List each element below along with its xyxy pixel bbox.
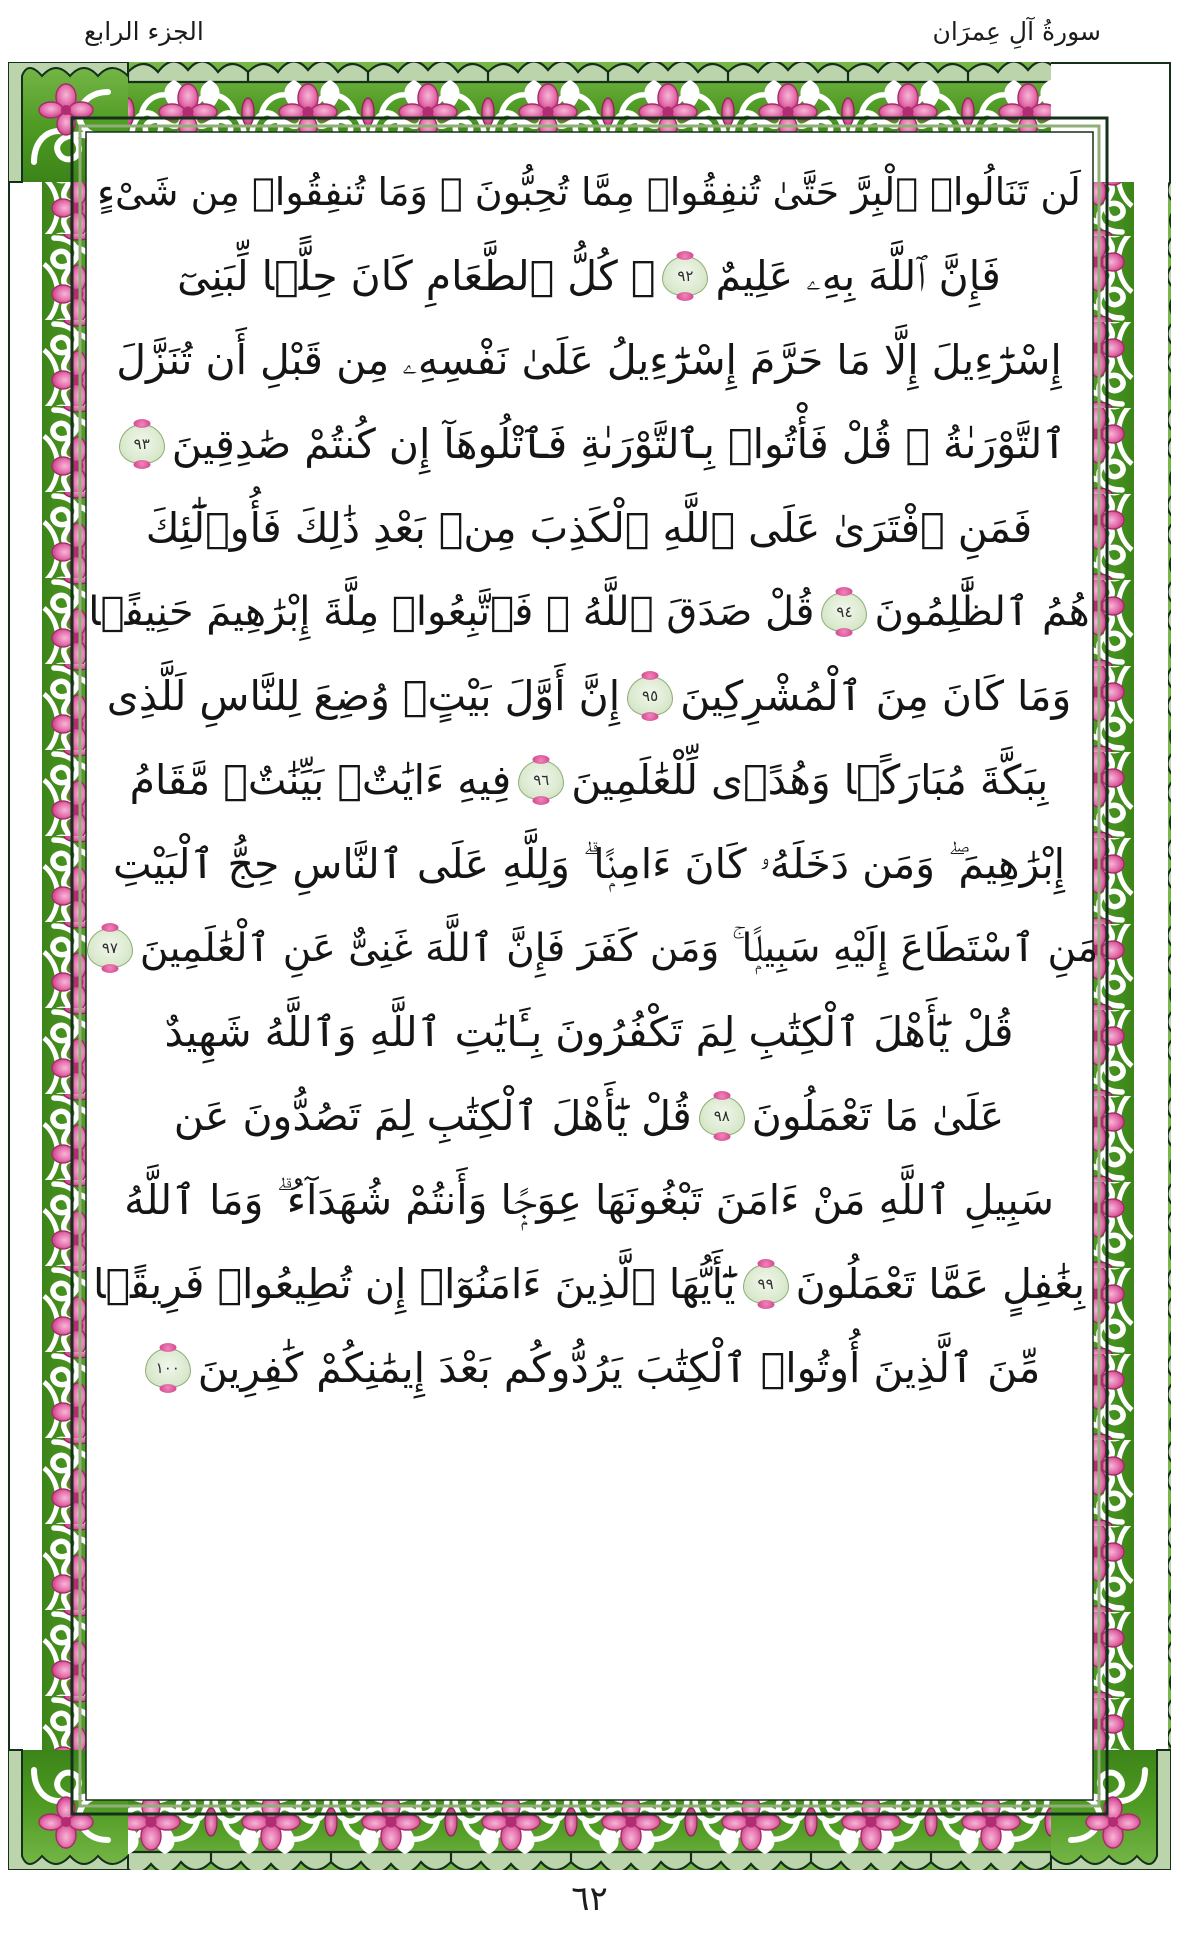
quran-text-run: مَنِ ٱسْتَطَاعَ إِلَيْهِ سَبِيلًۭا ۚ وَمَن كَفَرَ فَإِنَّ ٱللَّهَ غَنِىٌّ عَنِ ٱلْعَٰلَمِينَ: [139, 925, 1099, 971]
quran-line: [86, 822, 1092, 906]
quran-text-run: عَلَىٰ مَا تَعْمَلُونَ: [751, 1091, 1005, 1140]
ayah-marker-petal-top: [642, 671, 659, 680]
quran-text-run: إِبْرَٰهِيمَ ۖ وَمَن دَخَلَهُۥ كَانَ ءَامِنًۭا ۗ وَلِلَّهِ عَلَى ٱلنَّاسِ حِجُّ ٱلْبَيْتِ: [112, 839, 1066, 888]
quran-text-run: سَبِيلِ ٱللَّهِ مَنْ ءَامَنَ تَبْغُونَهَا عِوَجًۭا وَأَنتُمْ شُهَدَآءُ ۗ وَمَا ٱللَّهُ: [124, 1175, 1054, 1224]
ayah-marker-number: ١٠٠: [155, 1358, 180, 1377]
ayah-marker-number: ٩٨: [713, 1106, 730, 1125]
quran-text-run: لَن تَنَالُوا۟ ٱلْبِرَّ حَتَّىٰ تُنفِقُوا۟ مِمَّا تُحِبُّونَ ۚ وَمَا تُنفِقُوا۟ مِن شَىْءٍ: [97, 170, 1081, 214]
ayah-number-marker: [518, 760, 564, 800]
quran-text-run: ۞ كُلُّ ٱلطَّعَامِ كَانَ حِلًّۭا لِّبَنِىٓ: [177, 251, 656, 300]
quran-text-run: فَإِنَّ ٱللَّهَ بِهِۦ عَلِيمٌ: [715, 251, 1001, 300]
quran-text-run: قُلْ صَدَقَ ٱللَّهُ ۗ فَٱتَّبِعُوا۟ مِلَّةَ إِبْرَٰهِيمَ حَنِيفًۭا: [88, 589, 815, 635]
ayah-marker-petal-bottom: [713, 1132, 730, 1141]
ayah-marker-number: ٩٥: [642, 686, 659, 705]
quran-text-block: [86, 150, 1099, 1440]
ayah-marker-number: ٩٧: [101, 938, 118, 957]
ayah-number-marker: [119, 424, 165, 464]
ayah-marker-petal-top: [533, 755, 550, 764]
ayah-marker-petal-top: [159, 1343, 176, 1352]
quran-text-run: فَمَنِ ٱفْتَرَىٰ عَلَى ٱللَّهِ ٱلْكَذِبَ مِنۢ بَعْدِ ذَٰلِكَ فَأُو۟لَٰٓئِكَ: [145, 503, 1033, 552]
ayah-marker-petal-bottom: [133, 460, 150, 469]
ayah-number-marker: [821, 592, 867, 632]
quran-text-run: إِنَّ أَوَّلَ بَيْتٍۢ وُضِعَ لِلنَّاسِ لَلَّذِى: [106, 671, 621, 720]
quran-text-run: قُلْ يَٰٓأَهْلَ ٱلْكِتَٰبِ لِمَ تَكْفُرُونَ بِـَٔايَٰتِ ٱللَّهِ وَٱللَّهُ شَهِيدٌ: [164, 1007, 1014, 1056]
ayah-number-marker: [743, 1264, 789, 1304]
ayah-marker-number: ٩٩: [757, 1274, 774, 1293]
quran-line: [86, 738, 1092, 822]
ayah-marker-number: ٩٦: [533, 770, 550, 789]
ayah-marker-petal-bottom: [757, 1300, 774, 1309]
quran-line: [86, 402, 1092, 486]
ayah-marker-number: ٩٢: [677, 266, 694, 285]
quran-text-run: وَمَا كَانَ مِنَ ٱلْمُشْرِكِينَ: [680, 671, 1072, 720]
ayah-number-marker: [699, 1096, 745, 1136]
ayah-marker-petal-top: [133, 419, 150, 428]
ayah-marker-petal-bottom: [677, 292, 694, 301]
ayah-marker-petal-bottom: [101, 964, 118, 973]
quran-line: [86, 1074, 1092, 1158]
quran-line: [86, 1158, 1092, 1242]
quran-line: [86, 906, 1099, 990]
quran-line: [86, 654, 1092, 738]
surah-title: سورةُ آلِ عِمرَان: [932, 16, 1101, 46]
quran-text-run: بِبَكَّةَ مُبَارَكًۭا وَهُدًۭى لِّلْعَٰلَمِينَ: [571, 755, 1049, 804]
quran-line: [86, 234, 1092, 318]
quran-text-run: يَٰٓأَيُّهَا ٱلَّذِينَ ءَامَنُوٓا۟ إِن تُطِيعُوا۟ فَرِيقًۭا: [92, 1259, 736, 1308]
ayah-marker-petal-bottom: [836, 628, 853, 637]
ayah-marker-number: ٩٣: [133, 434, 150, 453]
quran-line: [86, 570, 1092, 654]
ayah-number-marker: [627, 676, 673, 716]
ayah-number-marker: [145, 1348, 191, 1388]
ayah-marker-number: ٩٤: [836, 602, 853, 621]
quran-text-run: فِيهِ ءَايَٰتٌۢ بَيِّنَٰتٌۭ مَّقَامُ: [129, 755, 512, 804]
ayah-marker-petal-bottom: [533, 796, 550, 805]
ayah-marker-petal-top: [757, 1259, 774, 1268]
quran-text-run: ٱلتَّوْرَىٰةُ ۗ قُلْ فَأْتُوا۟ بِٱلتَّوْرَىٰةِ فَٱتْلُوهَآ إِن كُنتُمْ صَٰدِقِينَ: [171, 419, 1067, 468]
juz-title: الجزء الرابع: [84, 16, 204, 46]
ayah-marker-petal-top: [836, 587, 853, 596]
quran-text-run: إِسْرَٰٓءِيلَ إِلَّا مَا حَرَّمَ إِسْرَٰٓءِيلُ عَلَىٰ نَفْسِهِۦ مِن قَبْلِ أَن تُنَزَّلَ: [116, 335, 1062, 384]
quran-line: [86, 150, 1092, 234]
quran-text-run: بِغَٰفِلٍ عَمَّا تَعْمَلُونَ: [795, 1259, 1086, 1308]
page-header: [0, 0, 1179, 58]
quran-line: [86, 1242, 1092, 1326]
page-number: ٦٢: [571, 1879, 608, 1919]
quran-line: [86, 318, 1092, 402]
ayah-marker-petal-top: [713, 1091, 730, 1100]
quran-line: [86, 990, 1092, 1074]
quran-text-run: قُلْ يَٰٓأَهْلَ ٱلْكِتَٰبِ لِمَ تَصُدُّونَ عَن: [173, 1091, 692, 1140]
quran-text-run: مِّنَ ٱلَّذِينَ أُوتُوا۟ ٱلْكِتَٰبَ يَرُدُّوكُم بَعْدَ إِيمَٰنِكُمْ كَٰفِرِينَ: [197, 1343, 1041, 1392]
ayah-marker-petal-top: [677, 251, 694, 260]
quran-line: [86, 486, 1092, 570]
ayah-marker-petal-bottom: [642, 712, 659, 721]
quran-line: [86, 1326, 1092, 1410]
ayah-marker-petal-bottom: [159, 1384, 176, 1393]
ayah-number-marker: [662, 256, 708, 296]
ayah-marker-petal-top: [101, 923, 118, 932]
ayah-number-marker: [87, 928, 133, 968]
quran-text-run: هُمُ ٱلظَّٰلِمُونَ: [874, 589, 1090, 635]
